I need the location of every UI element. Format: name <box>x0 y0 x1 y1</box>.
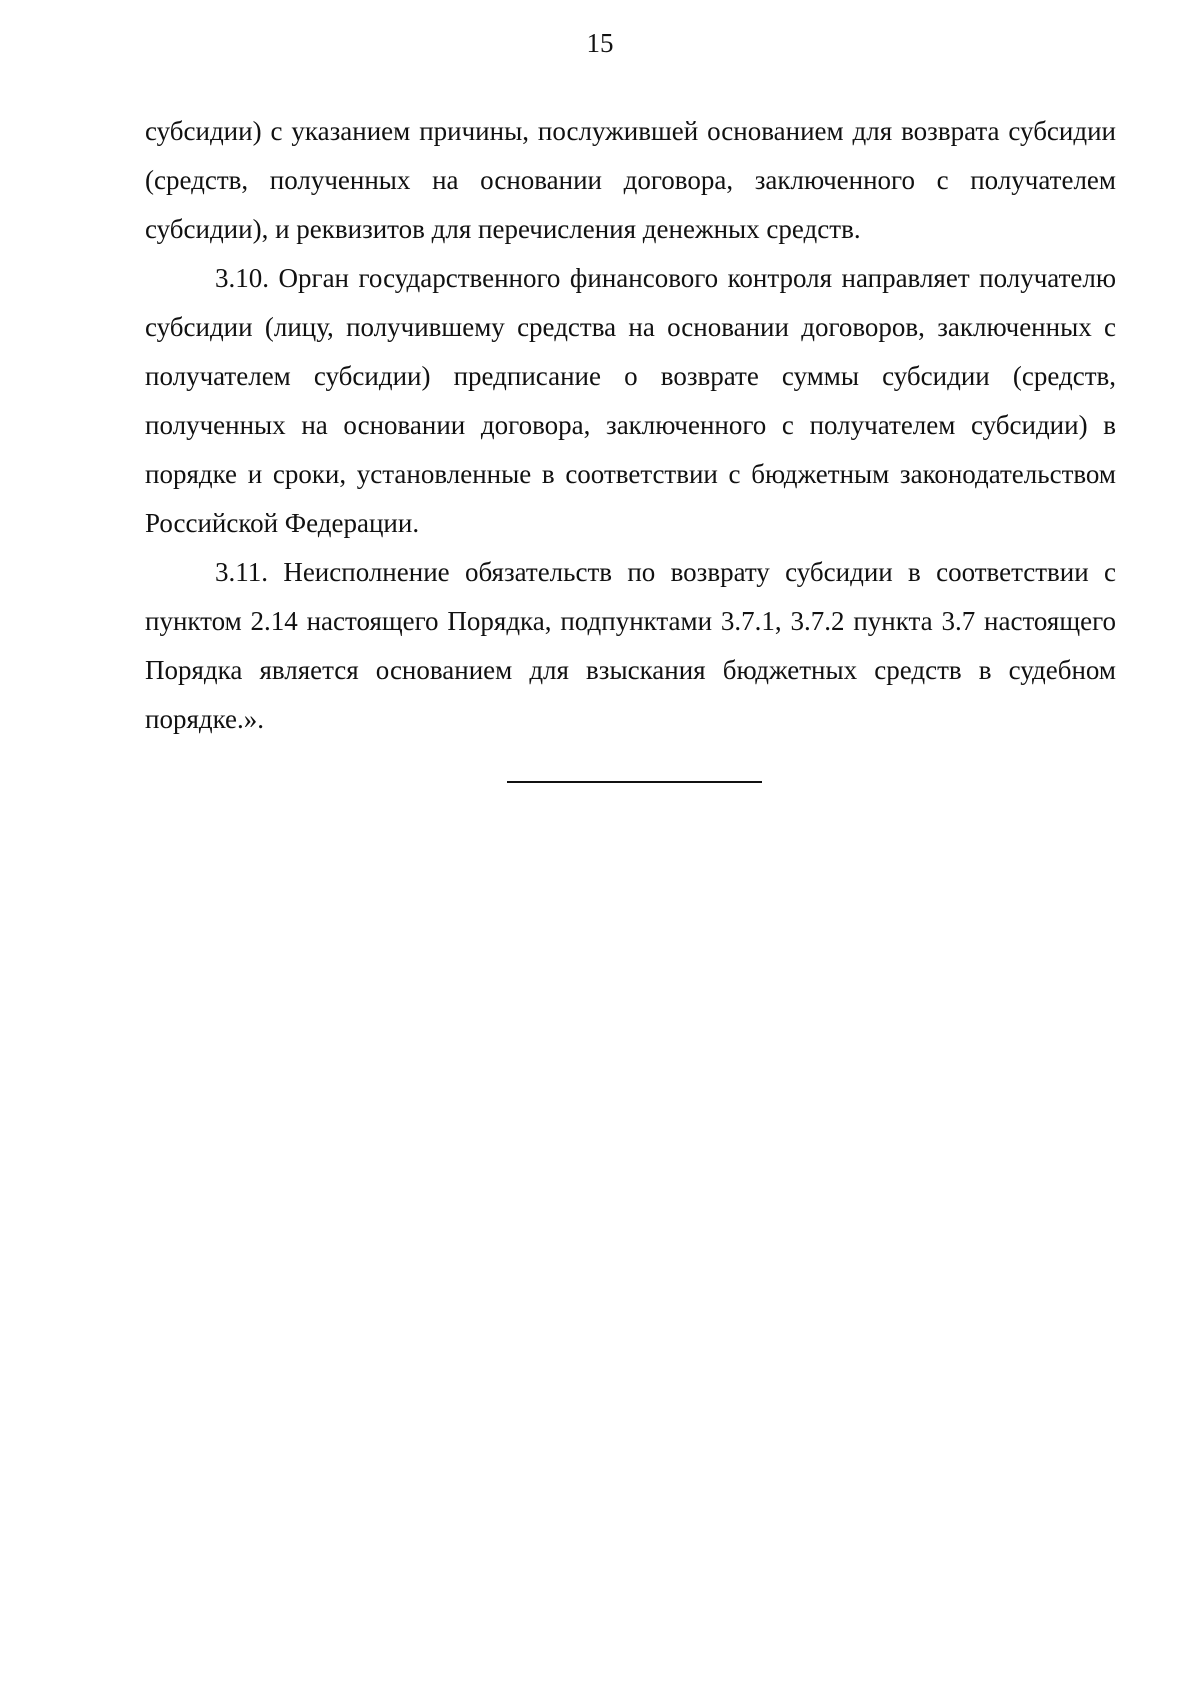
document-body <box>145 107 1116 744</box>
paragraph-clause-3-10: 3.10. Орган государственного финансового контроля направляет получателю субсидии (лицу, получившему средства на основании договоров, заключенных с получателем субсидии) предписание о возврате суммы субсидии (средств, полученных на основании договора, заключенного с получателем субсидии) в порядке и сроки, установленные в соответствии с бюджетным законодательством Российской Федерации. <box>145 263 1116 538</box>
paragraph-continuation: субсидии) с указанием причины, послужившей основанием для возврата субсидии (средств, полученных на основании договора, заключенного с получателем субсидии), и реквизитов для перечисления денежных средств. <box>145 116 1116 244</box>
page-number: 15 <box>586 28 614 58</box>
paragraph-clause-3-11: 3.11. Неисполнение обязательств по возврату субсидии в соответствии с пунктом 2.14 настоящего Порядка, подпунктами 3.7.1, 3.7.2 пункта 3.7 настоящего Порядка является основанием для взыскания бюджетных средств в судебном порядке.». <box>145 557 1116 734</box>
end-of-text-rule <box>507 781 762 783</box>
